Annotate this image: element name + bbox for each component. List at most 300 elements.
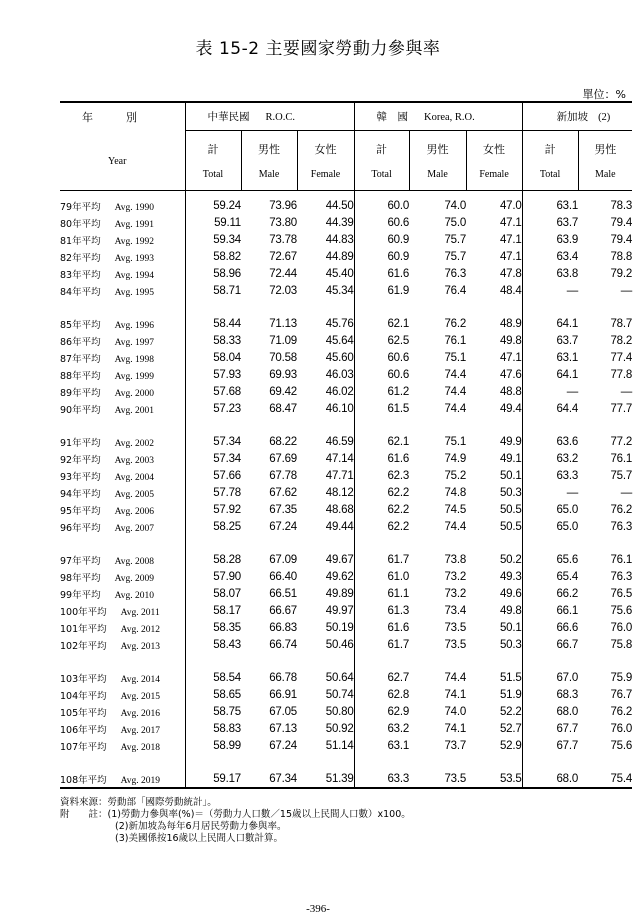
value-cell: 62.5: [354, 332, 409, 349]
value-cell: 58.35: [185, 619, 241, 636]
year-cell: [60, 636, 185, 653]
value-cell: 63.1: [522, 349, 578, 366]
column-header-en: Female: [310, 169, 341, 180]
value-cell: 66.74: [269, 638, 297, 651]
value-cell: 67.24: [269, 520, 297, 533]
value-cell: 67.05: [269, 705, 297, 718]
value-cell: 60.6: [354, 214, 409, 231]
column-header-en: Male: [258, 169, 280, 180]
year-en: Avg. 2005: [114, 489, 154, 500]
value-cell: 57.78: [185, 484, 241, 501]
value-cell: 78.7: [610, 317, 633, 330]
value-cell: 74.4: [444, 385, 467, 398]
value-cell: 75.2: [444, 469, 467, 482]
value-cell: 67.35: [269, 503, 297, 516]
note-line-3: (3)美國係按16歲以上民間人口數計算。: [115, 833, 284, 844]
value-cell: 47.1: [499, 250, 522, 263]
value-cell: 61.3: [354, 602, 409, 619]
value-cell: 67.7: [522, 737, 578, 754]
value-cell: 52.2: [499, 705, 522, 718]
group-spacer: [60, 535, 632, 551]
value-cell: 63.2: [522, 450, 578, 467]
value-cell: 45.34: [325, 284, 354, 297]
year-en: Avg. 1999: [114, 371, 154, 382]
year-cell: [60, 602, 185, 619]
value-cell: 51.9: [499, 688, 522, 701]
year-zh: 107年平均: [60, 741, 107, 753]
value-cell: 73.5: [444, 638, 467, 651]
year-en: Avg. 2019: [120, 775, 161, 786]
year-cell: [60, 585, 185, 602]
table-row: [60, 349, 632, 366]
value-cell: 66.83: [269, 621, 297, 634]
value-cell: —: [522, 484, 578, 501]
year-zh: 100年平均: [60, 606, 107, 618]
year-en: Avg. 2018: [120, 742, 161, 753]
year-cell: [60, 400, 185, 417]
year-zh: 101年平均: [60, 623, 107, 635]
column-header-zh: 女性: [483, 143, 506, 156]
value-cell: 44.50: [325, 199, 354, 212]
value-cell: 62.1: [354, 315, 409, 332]
value-cell: 79.4: [610, 233, 633, 246]
value-cell: 61.2: [354, 383, 409, 400]
year-en: Avg. 2013: [120, 641, 161, 652]
year-en: Avg. 1996: [114, 320, 154, 331]
value-cell: 74.0: [444, 705, 467, 718]
value-cell: 69.93: [269, 368, 297, 381]
year-en: Avg. 2015: [120, 691, 161, 702]
value-cell: 61.6: [354, 619, 409, 636]
value-cell: 75.1: [444, 351, 467, 364]
value-cell: 63.1: [522, 191, 578, 215]
value-cell: 67.24: [269, 739, 297, 752]
value-cell: 62.9: [354, 703, 409, 720]
column-header-en: Total: [539, 169, 561, 180]
value-cell: 51.5: [499, 671, 522, 684]
value-cell: 58.43: [185, 636, 241, 653]
year-cell: [60, 214, 185, 231]
column-header-en: Total: [371, 169, 392, 180]
value-cell: 58.99: [185, 737, 241, 754]
year-cell: [60, 619, 185, 636]
year-en: Avg. 2011: [120, 607, 160, 618]
year-zh: 91年平均: [60, 437, 101, 449]
year-zh: 81年平均: [60, 235, 101, 247]
year-en: Avg. 2014: [120, 674, 161, 685]
value-cell: 58.65: [185, 686, 241, 703]
column-header: [522, 131, 578, 191]
value-cell: 62.1: [354, 433, 409, 450]
value-cell: 76.1: [610, 553, 633, 566]
value-cell: 58.71: [185, 282, 241, 299]
group-spacer: [60, 653, 632, 669]
value-cell: 67.0: [522, 669, 578, 686]
table-row: [60, 383, 632, 400]
value-cell: 50.46: [325, 638, 354, 651]
value-cell: 49.1: [499, 452, 522, 465]
year-zh: 95年平均: [60, 505, 101, 517]
value-cell: 57.92: [185, 501, 241, 518]
value-cell: 58.17: [185, 602, 241, 619]
column-header-zh: 男性: [426, 143, 449, 156]
year-cell: [60, 669, 185, 686]
year-en: Avg. 2007: [114, 523, 154, 534]
value-cell: 73.80: [269, 216, 297, 229]
column-header-zh: 女性: [314, 143, 337, 156]
year-cell: [60, 282, 185, 299]
column-header: [466, 131, 522, 191]
value-cell: 75.6: [610, 604, 633, 617]
value-cell: 68.0: [522, 703, 578, 720]
page-title: 表 15-2 主要國家勞動力參與率: [195, 39, 441, 59]
year-en: Avg. 1998: [114, 354, 154, 365]
year-en: Avg. 1991: [114, 219, 154, 230]
year-cell: [60, 315, 185, 332]
value-cell: 76.5: [610, 587, 633, 600]
value-cell: 61.5: [354, 400, 409, 417]
value-cell: 77.4: [610, 351, 633, 364]
value-cell: 45.60: [325, 351, 354, 364]
value-cell: 58.33: [185, 332, 241, 349]
value-cell: 66.6: [522, 619, 578, 636]
value-cell: 66.67: [269, 604, 297, 617]
value-cell: 49.97: [325, 604, 354, 617]
value-cell: 66.91: [269, 688, 297, 701]
value-cell: 72.03: [269, 284, 297, 297]
year-en: Avg. 2008: [114, 556, 154, 567]
table-row: [60, 332, 632, 349]
value-cell: 73.7: [444, 739, 467, 752]
table-row: [60, 467, 632, 484]
value-cell: 78.2: [610, 334, 633, 347]
country-header-korea: [354, 102, 522, 131]
value-cell: 76.2: [610, 503, 633, 516]
table-row: [60, 568, 632, 585]
column-header: [241, 131, 297, 191]
table-row: [60, 720, 632, 737]
value-cell: 60.9: [354, 248, 409, 265]
unit-label: 單位：%: [582, 88, 626, 101]
value-cell: 49.44: [325, 520, 354, 533]
value-cell: 48.68: [325, 503, 354, 516]
value-cell: 47.1: [499, 216, 522, 229]
value-cell: 65.0: [522, 501, 578, 518]
table-row: [60, 231, 632, 248]
value-cell: 50.3: [499, 638, 522, 651]
value-cell: 78.8: [610, 250, 633, 263]
value-cell: 60.9: [354, 231, 409, 248]
value-cell: 67.09: [269, 553, 297, 566]
table-row: [60, 433, 632, 450]
value-cell: 69.42: [269, 385, 297, 398]
table-row: [60, 737, 632, 754]
value-cell: 58.96: [185, 265, 241, 282]
value-cell: 47.1: [499, 351, 522, 364]
note-line-2: (2)新加坡為每年6月居民勞動力參與率。: [115, 821, 287, 832]
value-cell: 44.83: [325, 233, 354, 246]
year-en: Avg. 2006: [114, 506, 154, 517]
value-cell: 61.1: [354, 585, 409, 602]
value-cell: 68.3: [522, 686, 578, 703]
year-cell: [60, 720, 185, 737]
value-cell: 50.64: [325, 671, 354, 684]
table-row: [60, 282, 632, 299]
table-row: [60, 484, 632, 501]
value-cell: 61.0: [354, 568, 409, 585]
value-cell: 50.1: [499, 621, 522, 634]
value-cell: 60.6: [354, 366, 409, 383]
value-cell: 76.3: [444, 267, 467, 280]
value-cell: 63.7: [522, 214, 578, 231]
value-cell: 44.89: [325, 250, 354, 263]
value-cell: 73.5: [444, 621, 467, 634]
year-zh: 102年平均: [60, 640, 107, 652]
country-en: R.O.C.: [265, 112, 295, 123]
year-cell: [60, 450, 185, 467]
value-cell: 46.03: [325, 368, 354, 381]
value-cell: 45.40: [325, 267, 354, 280]
value-cell: 75.1: [444, 435, 467, 448]
value-cell: 74.0: [444, 199, 467, 212]
value-cell: 65.4: [522, 568, 578, 585]
country-en: (2): [598, 112, 611, 123]
year-cell: [60, 332, 185, 349]
value-cell: 74.4: [444, 671, 467, 684]
value-cell: 75.9: [610, 671, 633, 684]
value-cell: 61.7: [354, 551, 409, 568]
value-cell: 63.6: [522, 433, 578, 450]
value-cell: 77.2: [610, 435, 633, 448]
year-cell: [60, 433, 185, 450]
value-cell: 75.6: [610, 739, 633, 752]
year-cell: [60, 484, 185, 501]
year-zh: 84年平均: [60, 286, 101, 298]
value-cell: 68.47: [269, 402, 297, 415]
value-cell: 76.3: [610, 570, 633, 583]
value-cell: 65.0: [522, 518, 578, 535]
column-header-en: Male: [427, 169, 448, 180]
value-cell: 63.4: [522, 248, 578, 265]
year-zh: 89年平均: [60, 387, 101, 399]
year-header-zh: 年 別: [82, 110, 137, 124]
value-cell: 73.2: [444, 587, 467, 600]
value-cell: 75.7: [610, 469, 633, 482]
value-cell: 57.34: [185, 433, 241, 450]
value-cell: 77.7: [610, 402, 633, 415]
year-header-top: [60, 102, 185, 131]
value-cell: 76.1: [610, 452, 633, 465]
year-cell: [60, 467, 185, 484]
value-cell: 62.7: [354, 669, 409, 686]
value-cell: 47.0: [499, 199, 522, 212]
value-cell: 57.23: [185, 400, 241, 417]
value-cell: 50.92: [325, 722, 354, 735]
column-header-zh: 計: [376, 143, 388, 156]
table-row: [60, 518, 632, 535]
value-cell: —: [522, 282, 578, 299]
year-en: Avg. 2010: [114, 590, 154, 601]
value-cell: 63.7: [522, 332, 578, 349]
year-cell: [60, 265, 185, 282]
column-header: [578, 131, 632, 191]
value-cell: 75.0: [444, 216, 467, 229]
value-cell: 70.58: [269, 351, 297, 364]
table-row: [60, 214, 632, 231]
year-en: Avg. 2012: [120, 624, 161, 635]
column-header-zh: 男性: [594, 143, 617, 156]
value-cell: 71.13: [269, 317, 297, 330]
value-cell: 66.7: [522, 636, 578, 653]
value-cell: 66.78: [269, 671, 297, 684]
value-cell: 49.6: [499, 587, 522, 600]
year-en: Avg. 2017: [120, 725, 161, 736]
value-cell: 47.14: [325, 452, 354, 465]
year-en: Avg. 1995: [114, 287, 154, 298]
value-cell: 59.17: [185, 770, 241, 788]
table-row: [60, 669, 632, 686]
value-cell: 74.9: [444, 452, 467, 465]
year-zh: 104年平均: [60, 690, 107, 702]
value-cell: 49.8: [499, 334, 522, 347]
value-cell: 58.28: [185, 551, 241, 568]
country-zh: 韓 國: [376, 111, 409, 123]
value-cell: 61.6: [354, 265, 409, 282]
column-header: [354, 131, 409, 191]
year-zh: 96年平均: [60, 522, 101, 534]
value-cell: 50.1: [499, 469, 522, 482]
value-cell: 63.8: [522, 265, 578, 282]
value-cell: 78.3: [610, 199, 633, 212]
value-cell: 66.1: [522, 602, 578, 619]
value-cell: 74.4: [444, 402, 467, 415]
year-zh: 92年平均: [60, 454, 101, 466]
value-cell: 67.34: [241, 770, 297, 788]
country-en: Korea, R.O.: [424, 112, 475, 123]
value-cell: 71.09: [269, 334, 297, 347]
value-cell: 68.22: [269, 435, 297, 448]
value-cell: —: [522, 383, 578, 400]
value-cell: 47.8: [499, 267, 522, 280]
value-cell: 76.0: [610, 621, 633, 634]
value-cell: 50.74: [325, 688, 354, 701]
year-en: Avg. 1992: [114, 236, 154, 247]
value-cell: 68.0: [522, 770, 578, 788]
value-cell: 63.3: [522, 467, 578, 484]
value-cell: 73.5: [409, 770, 466, 788]
value-cell: 76.2: [610, 705, 633, 718]
value-cell: 46.10: [325, 402, 354, 415]
value-cell: 60.6: [354, 349, 409, 366]
value-cell: 45.76: [325, 317, 354, 330]
value-cell: 75.7: [444, 233, 467, 246]
value-cell: 74.5: [444, 503, 467, 516]
value-cell: 46.02: [325, 385, 354, 398]
value-cell: 74.8: [444, 486, 467, 499]
value-cell: 66.2: [522, 585, 578, 602]
year-cell: [60, 737, 185, 754]
value-cell: 73.96: [269, 199, 297, 212]
table-row: [60, 265, 632, 282]
value-cell: 62.2: [354, 501, 409, 518]
year-en: Avg. 2002: [114, 438, 154, 449]
value-cell: 76.2: [444, 317, 467, 330]
value-cell: 58.25: [185, 518, 241, 535]
year-en: Avg. 2004: [114, 472, 154, 483]
year-zh: 90年平均: [60, 404, 101, 416]
value-cell: 61.9: [354, 282, 409, 299]
table-row: [60, 400, 632, 417]
value-cell: 75.8: [610, 638, 633, 651]
value-cell: 61.6: [354, 450, 409, 467]
year-header-en: Year: [108, 156, 127, 168]
value-cell: —: [620, 385, 633, 398]
value-cell: 58.44: [185, 315, 241, 332]
value-cell: 52.7: [499, 722, 522, 735]
value-cell: 59.24: [185, 191, 241, 215]
year-zh: 105年平均: [60, 707, 107, 719]
value-cell: 64.1: [522, 366, 578, 383]
value-cell: 48.12: [325, 486, 354, 499]
value-cell: —: [620, 486, 633, 499]
year-zh: 85年平均: [60, 319, 101, 331]
value-cell: 58.83: [185, 720, 241, 737]
year-zh: 93年平均: [60, 471, 101, 483]
value-cell: 67.7: [522, 720, 578, 737]
column-header: [185, 131, 241, 191]
value-cell: 49.62: [325, 570, 354, 583]
table-row: [60, 686, 632, 703]
country-header-roc: [185, 102, 354, 131]
column-header: [409, 131, 466, 191]
value-cell: 62.8: [354, 686, 409, 703]
year-cell: [60, 349, 185, 366]
country-zh: 新加坡: [556, 111, 589, 123]
value-cell: 75.4: [578, 770, 632, 788]
value-cell: 49.67: [325, 553, 354, 566]
value-cell: 63.9: [522, 231, 578, 248]
value-cell: 44.39: [325, 216, 354, 229]
value-cell: 48.8: [499, 385, 522, 398]
table-row: [60, 248, 632, 265]
value-cell: 49.3: [499, 570, 522, 583]
value-cell: 67.13: [269, 722, 297, 735]
year-cell: [60, 383, 185, 400]
value-cell: 62.2: [354, 518, 409, 535]
value-cell: 72.67: [269, 250, 297, 263]
value-cell: 45.64: [325, 334, 354, 347]
value-cell: 59.34: [185, 231, 241, 248]
page-number: -396-: [306, 903, 330, 915]
value-cell: 47.1: [499, 233, 522, 246]
value-cell: 75.7: [444, 250, 467, 263]
table-row: [60, 636, 632, 653]
group-spacer: [60, 754, 632, 770]
column-header-en: Total: [202, 169, 224, 180]
value-cell: 76.1: [444, 334, 467, 347]
column-header-en: Male: [595, 169, 616, 180]
value-cell: 76.7: [610, 688, 633, 701]
value-cell: 64.4: [522, 400, 578, 417]
value-cell: 76.4: [444, 284, 467, 297]
year-cell: [60, 703, 185, 720]
value-cell: 66.51: [269, 587, 297, 600]
year-cell: [60, 770, 185, 788]
table-row: [60, 619, 632, 636]
value-cell: 49.8: [499, 604, 522, 617]
year-zh: 98年平均: [60, 572, 101, 584]
value-cell: 47.6: [499, 368, 522, 381]
